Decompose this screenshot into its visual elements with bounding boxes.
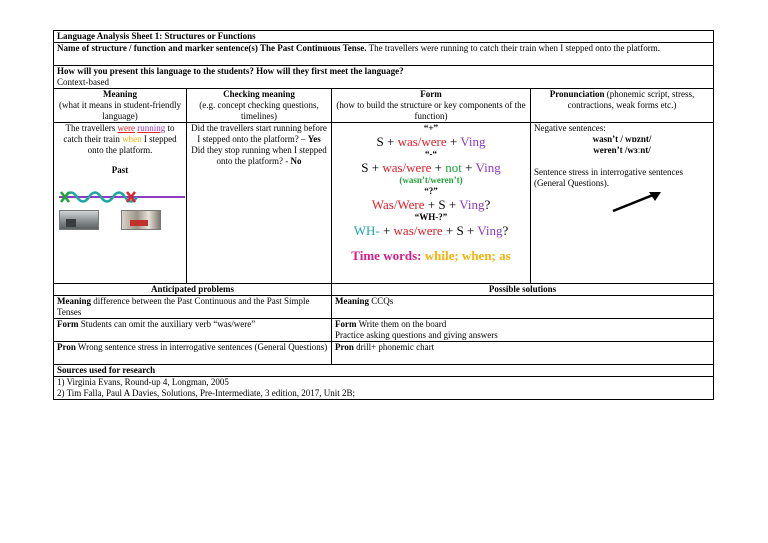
ccq-1-question: Did the travellers start running before I stepped onto the platform? – (191, 123, 327, 144)
problem-label: Pron (57, 342, 76, 352)
phonemic-werent: weren’t /wɜːnt/ (593, 145, 651, 155)
source-item: 1) Virginia Evans, Round-up 4, Longman, 2005 (57, 377, 229, 387)
meaning-title: Meaning (102, 89, 137, 99)
presentation-row (54, 66, 714, 89)
formula-plus: + (446, 134, 461, 149)
stress-note: Sentence stress in interrogative sentences (General Questions). (534, 167, 683, 188)
meaning-subtitle: (what it means in student-friendly language) (59, 100, 181, 121)
train-platform-image (121, 210, 161, 230)
formula-subject: S + (361, 160, 383, 175)
formula-subject: + S + (442, 223, 478, 238)
pronunciation-cell (531, 123, 714, 284)
pronunciation-subtitle: (phonemic script, stress, contractions, weak forms etc.) (567, 89, 695, 110)
formula-plus: + (379, 223, 394, 238)
timeline-wave (65, 193, 137, 202)
formula-aux: was/were (393, 223, 443, 238)
problem-text: difference between the Past Continuous and the Past Simple Tenses (57, 296, 310, 317)
meaning-text-2: to catch their train (63, 123, 175, 144)
form-problem-row (54, 319, 714, 342)
presentation-question: How will you present this language to the students? How will they first meet the language? (57, 66, 404, 76)
affirmative-label: “+” (423, 123, 439, 133)
meaning-sentence (57, 123, 183, 156)
checking-title: Checking meaning (223, 89, 295, 99)
problem-text: Wrong sentence stress in interrogative sentences (General Questions) (75, 342, 328, 352)
solution-label: Form (335, 319, 357, 329)
formula-aux: was/were (397, 134, 447, 149)
wh-question-formula (335, 223, 527, 238)
checking-header (187, 89, 332, 123)
column-header-row (54, 89, 714, 123)
negative-formula (335, 160, 527, 175)
title-row (54, 31, 714, 43)
checking-cell (187, 123, 332, 284)
solution-label: Pron (335, 342, 354, 352)
form-header (332, 89, 531, 123)
meaning-header (54, 89, 187, 123)
past-label: Past (111, 165, 129, 175)
pron-solution (332, 342, 714, 365)
pronunciation-title: Pronunciation (549, 89, 605, 99)
pron-problem-row (54, 342, 714, 365)
formula-subject: S + (376, 134, 398, 149)
pronunciation-header (531, 89, 714, 123)
formula-aux: was/were (382, 160, 432, 175)
formula-aux: Was/Were (371, 197, 425, 212)
formula-qmark: ? (502, 223, 509, 238)
ccq-2-question: Did they stop running when I stepped onto the platform? - (191, 145, 327, 166)
structure-row (54, 43, 714, 66)
problem-label: Meaning (57, 296, 92, 306)
checking-subtitle: (e.g. concept checking questions, timelines) (199, 100, 319, 121)
form-solution (332, 319, 714, 342)
solution-text-2: Practice asking questions and giving answers (335, 330, 498, 340)
sources-header-row (54, 365, 714, 377)
negative-contractions: (wasn’t/weren’t) (399, 175, 463, 185)
meaning-problem-row (54, 296, 714, 319)
running-travellers-image (59, 210, 99, 230)
language-analysis-sheet (53, 30, 714, 400)
marker-sentence: The travellers were running to catch their train when I stepped onto the platform. (366, 43, 660, 53)
meaning-solution (332, 296, 714, 319)
formula-plus: + (431, 160, 446, 175)
problem-text: Students can omit the auxiliary verb “was/were” (78, 319, 256, 329)
problems-header-row (54, 284, 714, 296)
problem-label: Form (57, 319, 79, 329)
meaning-text: The travellers (65, 123, 118, 133)
meaning-aux: were (117, 123, 135, 133)
pron-problem (54, 342, 332, 365)
time-words-label: Time words: (351, 248, 425, 263)
source-item: 2) Tim Falla, Paul A Davies, Solutions, Pre-Intermediate, 3 edition, 2017, Unit 2B; (57, 388, 355, 398)
time-words (335, 248, 527, 263)
possible-solutions-header: Possible solutions (332, 284, 714, 296)
ccq-2-answer: No (290, 156, 302, 166)
formula-ving: Ving (475, 160, 501, 175)
presentation-cell (54, 66, 714, 89)
formula-not: not (445, 160, 462, 175)
form-problem (54, 319, 332, 342)
ccq-1-answer: Yes (307, 134, 321, 144)
sheet-title: Language Analysis Sheet 1: Structures or Functions (54, 31, 714, 43)
formula-wh: WH- (353, 223, 380, 238)
ccq-1 (190, 123, 328, 145)
meaning-verb: running (137, 123, 166, 133)
form-title: Form (420, 89, 442, 99)
time-words-list: while; when; as (424, 248, 511, 263)
arrow-area (534, 189, 710, 219)
anticipated-problems-header: Anticipated problems (54, 284, 332, 296)
sources-header: Sources used for research (54, 365, 714, 377)
formula-ving: Ving (477, 223, 503, 238)
arrow-icon (609, 189, 669, 215)
negative-sentences-label: Negative sentences: (534, 123, 606, 133)
solution-label: Meaning (335, 296, 370, 306)
formula-plus: + (461, 160, 476, 175)
meaning-cell (54, 123, 187, 284)
form-cell (332, 123, 531, 284)
timeline-svg (57, 186, 187, 208)
question-label: “?” (424, 186, 438, 196)
negative-label: “-“ (425, 149, 437, 159)
timeline-diagram (57, 186, 187, 232)
sources-row (54, 377, 714, 400)
affirmative-formula (335, 134, 527, 149)
form-subtitle: (how to build the structure or key components of the function) (336, 100, 526, 121)
meaning-problem (54, 296, 332, 319)
formula-qmark: ? (484, 197, 491, 212)
solution-text: drill+ phonemic chart (353, 342, 435, 352)
sources-list (54, 377, 714, 400)
meaning-when: when (122, 134, 142, 144)
solution-text: Write them on the board (356, 319, 447, 329)
presentation-answer: Context-based (57, 77, 109, 87)
formula-ving: Ving (460, 134, 486, 149)
formula-subject: + S + (424, 197, 460, 212)
content-row (54, 123, 714, 284)
wh-question-label: “WH-?” (414, 212, 448, 222)
meaning-text-3: I stepped onto the platform. (87, 134, 177, 155)
phonemic-wasnt: wasn’t / wɒznt/ (592, 134, 652, 144)
ccq-2 (190, 145, 328, 167)
structure-label: Name of structure / function and marker sentence(s) The Past Continuous Tense. (57, 43, 367, 53)
solution-text: CCQs (369, 296, 394, 306)
question-formula (335, 197, 527, 212)
structure-cell (54, 43, 714, 66)
formula-ving: Ving (459, 197, 485, 212)
